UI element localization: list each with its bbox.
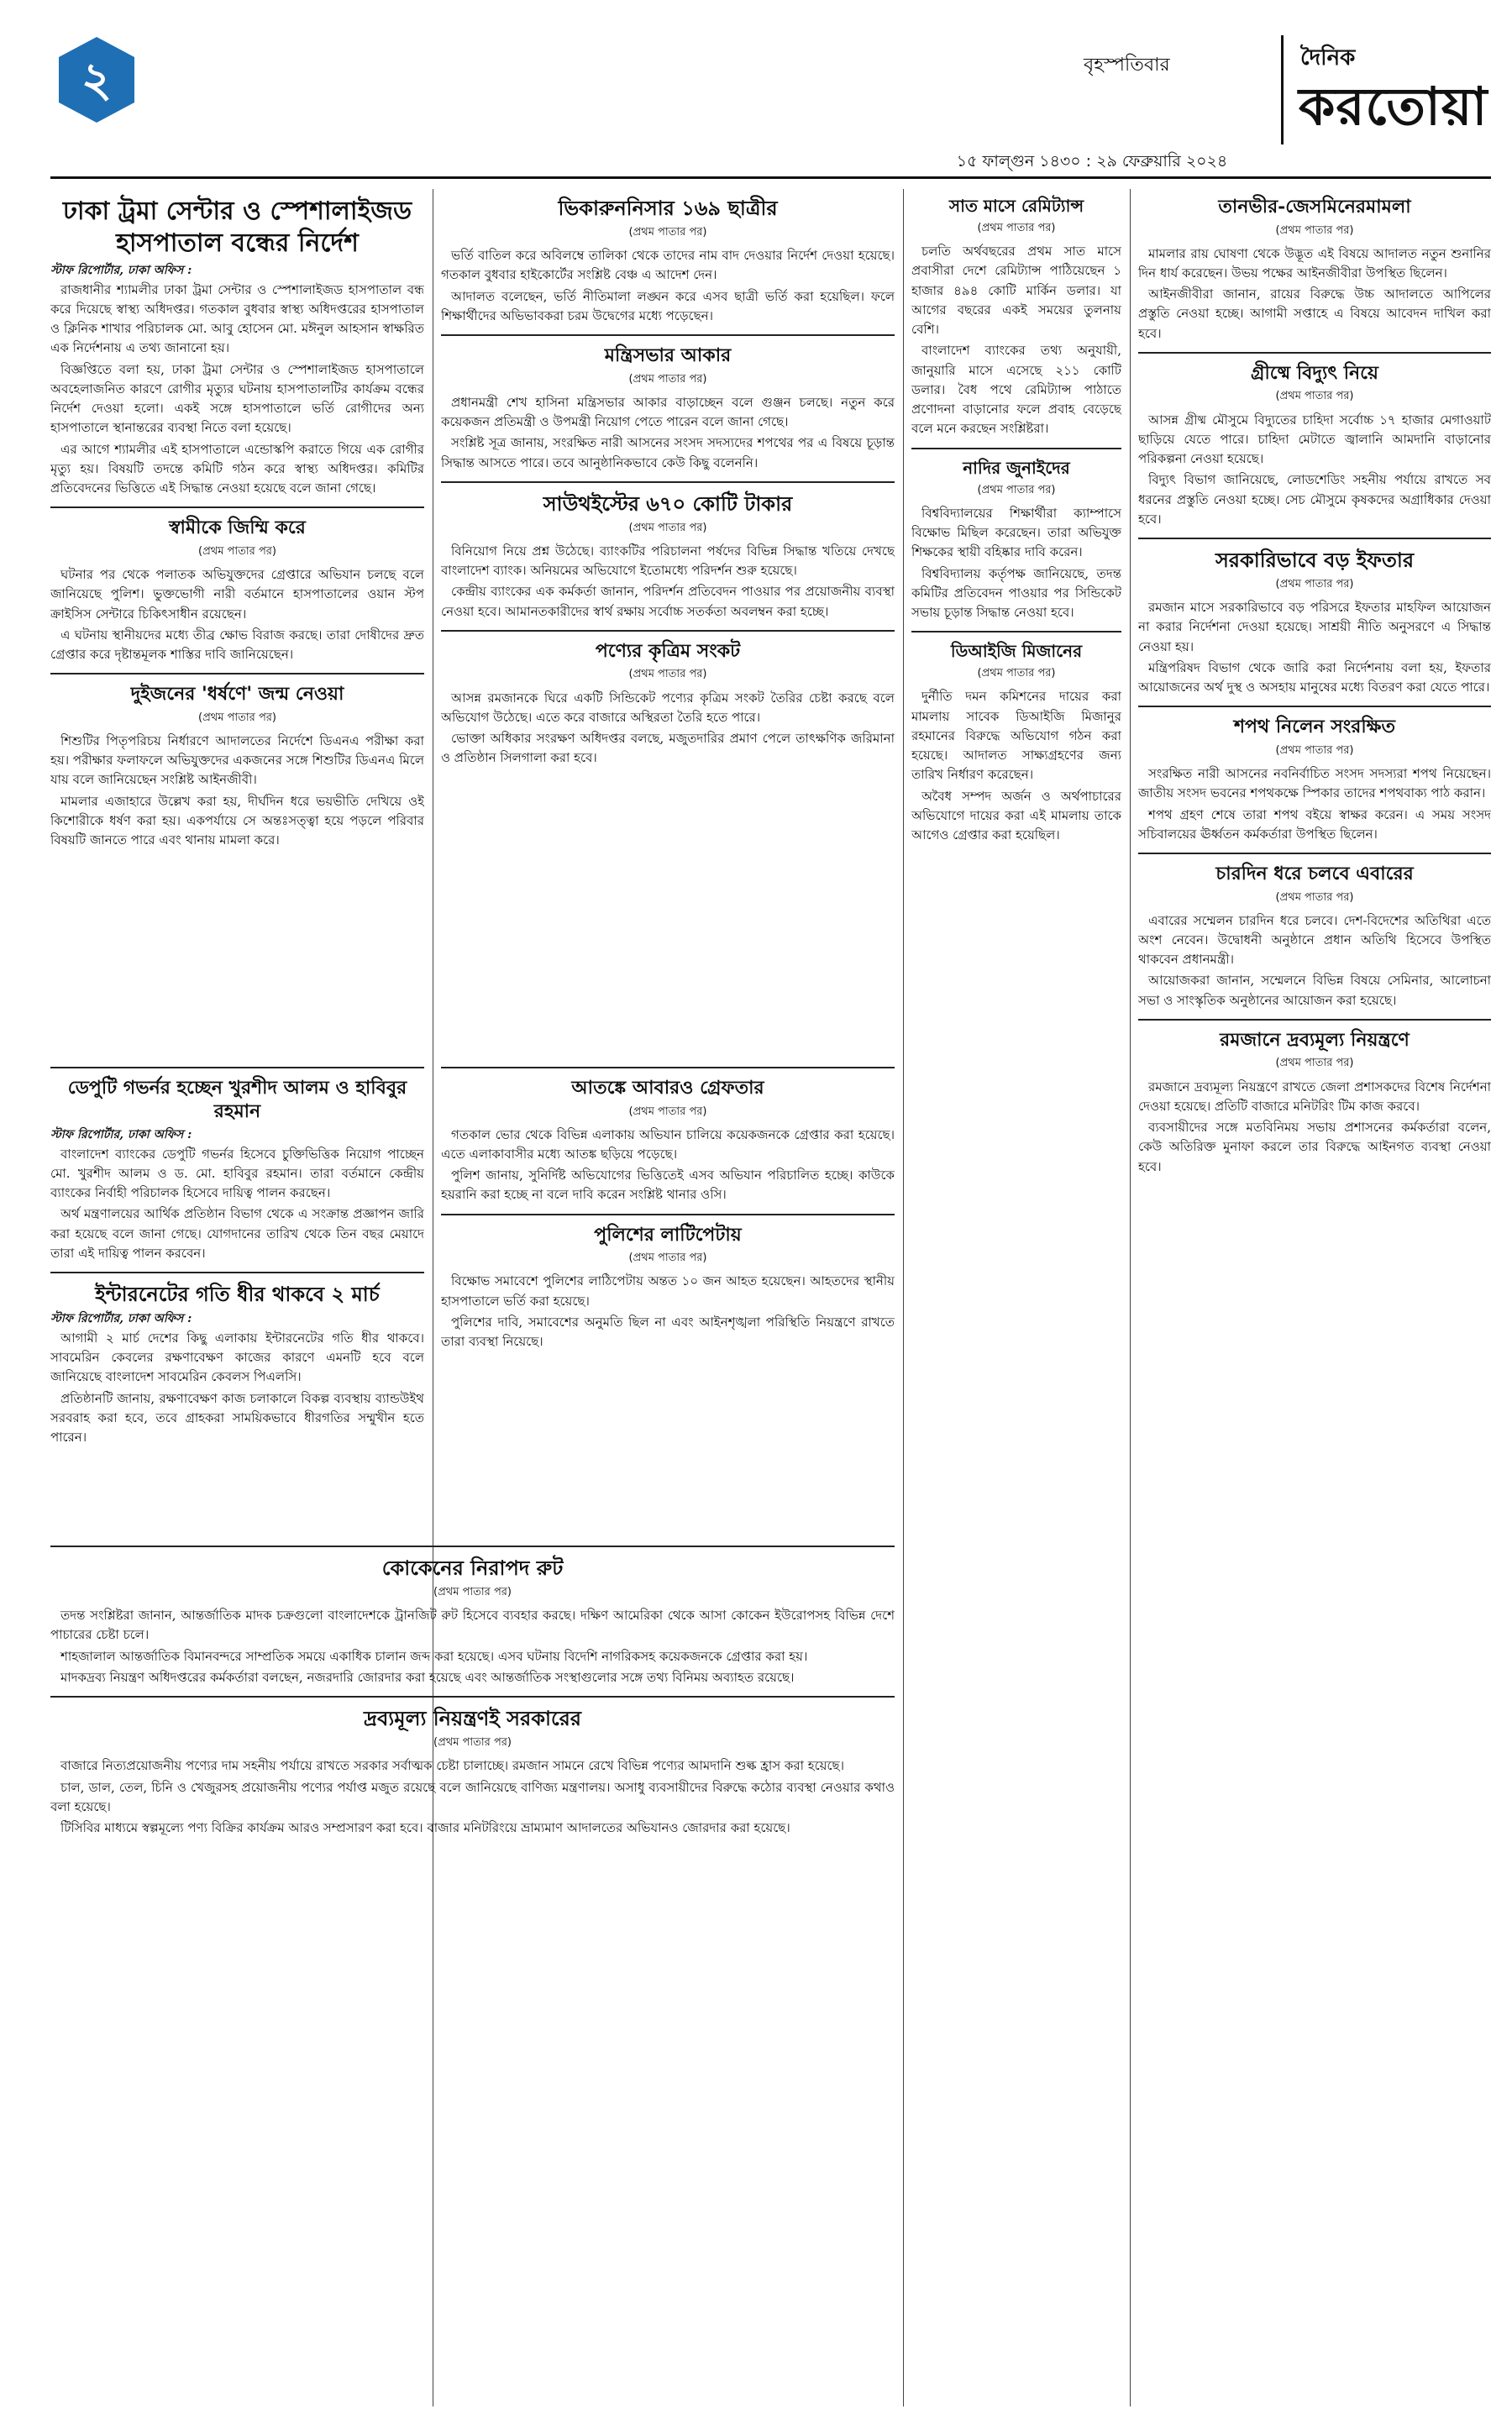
paragraph: পুলিশের দাবি, সমাবেশের অনুমতি ছিল না এবং আইনশৃঙ্খলা পরিস্থিতি নিয়ন্ত্রণে রাখতে তারা ব্যবস্থা নিয়েছে।: [441, 1314, 895, 1350]
headline-rape: দুইজনের 'ধর্ষণে' জন্ম নেওয়া: [130, 683, 344, 706]
paragraph: শাহজালাল আন্তর্জাতিক বিমানবন্দরে সাম্প্রতিক সময়ে একাধিক চালান জব্দ করা হয়েছে। এসব ঘটনায় বিদেশি নাগরিকসহ কয়েকজনকে গ্রেপ্তার করা হয়।: [60, 1648, 808, 1664]
paragraph: আগামী ২ মার্চ দেশের কিছু এলাকায় ইন্টারনেটের গতি ধীর থাকবে। সাবমেরিন কেবলের রক্ষণাবেক্ষণ কাজের কারণে এমনটি হবে বলে জানিয়েছে বাংলাদেশ সাবমেরিন কেবলস পিএলসি।: [50, 1330, 424, 1385]
continued-label: (প্রথম পাতার পর): [628, 1252, 707, 1265]
logo-big-text: করতোয়া: [1299, 76, 1488, 137]
paragraph: বাংলাদেশ ব্যাংকের তথ্য অনুযায়ী, জানুয়ারি মাসে এসেছে ২১১ কোটি ডলার। বৈধ পথে রেমিট্যান্স পাঠাতে প্রণোদনা বাড়ানোর ফলে প্রবাহ বেড়েছে বলে মনে করছেন সংশ্লিষ্টরা।: [911, 343, 1121, 437]
paragraph: রমজানে দ্রব্যমূল্য নিয়ন্ত্রণে রাখতে জেলা প্রশাসকদের বিশেষ নির্দেশনা দেওয়া হয়েছে। প্রতিটি বাজারে মনিটরিং টিম কাজ করবে।: [1138, 1079, 1491, 1114]
paragraph: আইনজীবীরা জানান, রায়ের বিরুদ্ধে উচ্চ আদালতে আপিলের প্রস্তুতি নেওয়া হচ্ছে। আগামী সপ্তাহে এ বিষয়ে আবেদন দাখিল করা হবে।: [1138, 286, 1491, 341]
headline-hostage: স্বামীকে জিম্মি করে: [169, 517, 306, 539]
continued-label: (প্রথম পাতার পর): [198, 711, 276, 724]
separator: [441, 1214, 895, 1215]
continued-label: (প্রথম পাতার পর): [1275, 223, 1354, 237]
continued-label: (প্রথম পাতার পর): [1275, 890, 1354, 904]
masthead-rule: [50, 176, 1491, 179]
continued-label: (প্রথম পাতার পর): [1275, 1057, 1354, 1070]
separator: [441, 334, 895, 336]
paragraph: অর্থ মন্ত্রণালয়ের আর্থিক প্রতিষ্ঠান বিভাগ থেকে এ সংক্রান্ত প্রজ্ঞাপন জারি করা হয়েছে বলে জানা গেছে। যোগদানের তারিখ থেকে তিন বছর মেয়াদে তারা এই দায়িত্ব পালন করবেন।: [50, 1206, 424, 1261]
column-3: [911, 189, 1121, 2406]
paragraph: বাংলাদেশ ব্যাংকের ডেপুটি গভর্নর হিসেবে চুক্তিভিত্তিক নিয়োগ পাচ্ছেন মো. খুরশীদ আলম ও ড. মো. হাবিবুর রহমান। তারা বর্তমানে কেন্দ্রীয় ব্যাংকের নির্বাহী পরিচালক হিসেবে দায়িত্ব পালন করছেন।: [50, 1146, 424, 1201]
separator: [50, 1546, 895, 1547]
paragraph: শপথ গ্রহণ শেষে তারা শপথ বইয়ে স্বাক্ষর করেন। এ সময় সংসদ সচিবালয়ের ঊর্ধ্বতন কর্মকর্তারা উপস্থিত ছিলেন।: [1138, 806, 1491, 842]
newspaper-logo: [1281, 35, 1494, 144]
separator: [1138, 352, 1491, 354]
paragraph: আসন্ন গ্রীষ্ম মৌসুমে বিদ্যুতের চাহিদা সর্বোচ্চ ১৭ হাজার মেগাওয়াট ছাড়িয়ে যেতে পারে। চাহিদা মেটাতে জ্বালানি আমদানি বাড়ানোর পরিকল্পনা নেওয়া হয়েছে।: [1138, 412, 1491, 467]
paragraph: বিজ্ঞপ্তিতে বলা হয়, ঢাকা ট্রমা সেন্টার ও স্পেশালাইজড হাসপাতালে অবহেলাজনিত কারণে রোগীর মৃত্যুর ঘটনায় হাসপাতালটির কার্যক্রম বন্ধের নির্দেশ দেওয়া হলো। একই সঙ্গে হাসপাতালে ভর্তি রোগীদের অন্য হাসপাতালে স্থানান্তরের ব্যবস্থা নিতে বলা হয়েছে।: [50, 361, 424, 436]
separator: [1138, 1019, 1491, 1021]
lower-left-block: [50, 1537, 895, 2411]
paragraph: সংশ্লিষ্ট সূত্র জানায়, সংরক্ষিত নারী আসনের সংসদ সদস্যদের শপথের পর এ বিষয়ে চূড়ান্ত সিদ্ধান্ত আসতে পারে। তবে আনুষ্ঠানিকভাবে কেউ কিছু বলেননি।: [441, 435, 895, 470]
continued-label: (প্রথম পাতার পর): [1275, 743, 1354, 757]
page-number-badge: [50, 34, 143, 126]
paragraph: টিসিবির মাধ্যমে স্বল্পমূল্যে পণ্য বিক্রির কার্যক্রম আরও সম্প্রসারণ করা হবে। বাজার মনিটরিংয়ে ভ্রাম্যমাণ আদালতের অভিযানও জোরদার করা হয়েছে।: [60, 1820, 790, 1836]
paragraph: মামলার রায় ঘোষণা থেকে উদ্ভূত এই বিষয়ে আদালত নতুন শুনানির দিন ধার্য করেছেন। উভয় পক্ষের আইনজীবীরা উপস্থিত ছিলেন।: [1138, 245, 1491, 281]
paragraph: কেন্দ্রীয় ব্যাংকের এক কর্মকর্তা জানান, পরিদর্শন প্রতিবেদন পাওয়ার পর প্রয়োজনীয় ব্যবস্থা নেওয়া হবে। আমানতকারীদের স্বার্থ রক্ষায় সর্বোচ্চ সতর্কতা অবলম্বন করা হচ্ছে।: [441, 584, 895, 619]
paragraph: ব্যবসায়ীদের সঙ্গে মতবিনিময় সভায় প্রশাসনের কর্মকর্তারা বলেন, কেউ অতিরিক্ত মুনাফা করলে তার বিরুদ্ধে আইনগত ব্যবস্থা নেওয়া হবে।: [1138, 1120, 1491, 1174]
page-number: ২: [81, 53, 113, 108]
headline-iftar: সরকারিভাবে বড় ইফতার: [1215, 548, 1415, 573]
headline-trauma: ঢাকা ট্রমা সেন্টার ও স্পেশালাইজড হাসপাতাল বন্ধের নির্দেশ: [62, 197, 412, 258]
column-2-top: [441, 189, 895, 1046]
separator: [441, 481, 895, 483]
separator: [1138, 706, 1491, 707]
paragraph: বিশ্ববিদ্যালয় কর্তৃপক্ষ জানিয়েছে, তদন্ত কমিটির প্রতিবেদন পাওয়ার পর সিন্ডিকেট সভায় চূড়ান্ত সিদ্ধান্ত নেওয়া হবে।: [911, 565, 1121, 621]
paragraph: এবারের সম্মেলন চারদিন ধরে চলবে। দেশ-বিদেশের অতিথিরা এতে অংশ নেবেন। উদ্বোধনী অনুষ্ঠানে প্রধান অতিথি হিসেবে উপস্থিত থাকবেন প্রধানমন্ত্রী।: [1138, 912, 1491, 968]
paragraph: গতকাল ভোর থেকে বিভিন্ন এলাকায় অভিযান চালিয়ে কয়েকজনকে গ্রেপ্তার করা হয়েছে। এতে এলাকাবাসীর মধ্যে আতঙ্ক ছড়িয়ে পড়েছে।: [441, 1126, 895, 1162]
paragraph: ভোক্তা অধিকার সংরক্ষণ অধিদপ্তর বলছে, মজুতদারির প্রমাণ পেলে তাৎক্ষণিক জরিমানা ও প্রতিষ্ঠান সিলগালা করা হবে।: [441, 731, 895, 766]
column-divider: [1130, 189, 1131, 2406]
headline-police: পুলিশের লাটিপেটায়: [594, 1223, 742, 1246]
paragraph: তদন্ত সংশ্লিষ্টরা জানান, আন্তর্জাতিক মাদক চক্রগুলো বাংলাদেশকে ট্রানজিট রুট হিসেবে ব্যবহার করছে। দক্ষিণ আমেরিকা থেকে আসা কোকেন ইউরোপসহ বিভিন্ন দেশে পাচারের চেষ্টা চলে।: [50, 1608, 895, 1643]
date-line: ১৫ ফাল্গুন ১৪৩০ : ২৯ ফেব্রুয়ারি ২০২৪: [956, 152, 1228, 171]
paragraph: রমজান মাসে সরকারিভাবে বড় পরিসরে ইফতার মাহফিল আয়োজন না করার নির্দেশনা দেওয়া হয়েছে। সাশ্রয়ী নীতি অনুসরণে এ সিদ্ধান্ত নেওয়া হয়।: [1138, 600, 1491, 654]
column-1-mid: [50, 1058, 424, 1529]
paragraph: এর আগে শ্যামলীর এই হাসপাতালে এন্ডোস্কপি করাতে গিয়ে এক রোগীর মৃত্যু হয়। বিষয়টি তদন্তে কমিটি গঠন করে স্বাস্থ্য অধিদপ্তর। কমিটির প্রতিবেদনের ভিত্তিতে এই সিদ্ধান্ত নেওয়া হয়েছে বলে জানা গেছে।: [50, 441, 424, 496]
paragraph: প্রতিষ্ঠানটি জানায়, রক্ষণাবেক্ষণ কাজ চলাকালে বিকল্প ব্যবস্থায় ব্যান্ডউইথ সরবরাহ করা হবে, তবে গ্রাহকরা সাময়িকভাবে ধীরগতির সম্মুখীন হতে পারেন।: [50, 1390, 424, 1446]
separator: [50, 506, 424, 508]
column-2-mid: [441, 1058, 895, 1529]
paragraph: শিশুটির পিতৃপরিচয় নির্ধারণে আদালতের নির্দেশে ডিএনএ পরীক্ষা করা হয়। পরীক্ষার ফলাফলে অভিযুক্তদের একজনের সঙ্গে শিশুটির ডিএনএ মিলে যায় বলে জানিয়েছেন সংশ্লিষ্ট আইনজীবী।: [50, 732, 424, 788]
headline-prices: দ্রব্যমূল্য নিয়ন্ত্রণই সরকারের: [364, 1706, 581, 1731]
continued-label: (প্রথম পাতার পর): [433, 1586, 512, 1598]
paragraph: চাল, ডাল, তেল, চিনি ও খেজুরসহ প্রয়োজনীয় পণ্যের পর্যাপ্ত মজুত রয়েছে বলে জানিয়েছে বাণিজ্য মন্ত্রণালয়। অসাধু ব্যবসায়ীদের বিরুদ্ধে কঠোর ব্যবস্থা নেওয়ার কথাও বলা হয়েছে।: [50, 1779, 895, 1814]
paragraph: আয়োজকরা জানান, সম্মেলনে বিভিন্ন বিষয়ে সেমিনার, আলোচনা সভা ও সাংস্কৃতিক অনুষ্ঠানের আয়োজন করা হয়েছে।: [1138, 973, 1491, 1008]
headline-southwest: সাউথইস্টের ৬৭০ কোটি টাকার: [543, 491, 793, 516]
headline-artificial: পণ্যের কৃত্রিম সংকট: [595, 639, 741, 662]
continued-label: (প্রথম পাতার পর): [433, 1736, 512, 1750]
paragraph: মাদকদ্রব্য নিয়ন্ত্রণ অধিদপ্তরের কর্মকর্তারা বলছেন, নজরদারি জোরদার করা হয়েছে এবং আন্তর্জাতিক সংস্থাগুলোর সঙ্গে তথ্য বিনিময় অব্যাহত রয়েছে।: [60, 1669, 795, 1685]
continued-label: (প্রথম পাতার পর): [977, 222, 1056, 234]
headline-dig: ডিআইজি মিজানের: [950, 641, 1083, 662]
separator: [50, 1696, 895, 1698]
headline-internet: ইন্টারনেটের গতি ধীর থাকবে ২ মার্চ: [95, 1282, 380, 1307]
separator: [911, 448, 1121, 449]
headline-cocaine: কোকেনের নিরাপদ রুট: [381, 1556, 564, 1580]
paragraph: আসন্ন রমজানকে ঘিরে একটি সিন্ডিকেট পণ্যের কৃত্রিম সংকট তৈরির চেষ্টা করছে বলে অভিযোগ উঠেছে। এতে করে বাজারে অস্থিরতা তৈরি হতে পারে।: [441, 690, 895, 725]
separator: [50, 1067, 424, 1068]
continued-label: (প্রথম পাতার পর): [628, 521, 707, 534]
paragraph: অবৈধ সম্পদ অর্জন ও অর্থপাচারের অভিযোগে দায়ের করা এই মামলায় তাকে আগেও গ্রেপ্তার করা হয়েছিল।: [911, 788, 1121, 843]
continued-label: (প্রথম পাতার পর): [1275, 390, 1354, 403]
paragraph: বিশ্ববিদ্যালয়ের শিক্ষার্থীরা ক্যাম্পাসে বিক্ষোভ মিছিল করেছেন। তারা অভিযুক্ত শিক্ষকের স্থায়ী বহিষ্কার দাবি করেন।: [911, 505, 1121, 560]
paragraph: বাজারে নিত্যপ্রয়োজনীয় পণ্যের দাম সহনীয় পর্যায়ে রাখতে সরকার সর্বাত্মক চেষ্টা চালাচ্ছে। রমজান সামনে রেখে বিভিন্ন পণ্যের আমদানি শুল্ক হ্রাস করা হয়েছে।: [60, 1758, 844, 1774]
headline-summer: গ্রীষ্মে বিদ্যুৎ নিয়ে: [1251, 361, 1378, 384]
paragraph: পুলিশ জানায়, সুনির্দিষ্ট অভিযোগের ভিত্তিতেই এসব অভিযান পরিচালিত হচ্ছে। কাউকে হয়রানি করা হচ্ছে না বলে দাবি করেন সংশ্লিষ্ট থানার ওসি।: [441, 1168, 895, 1203]
paragraph: বিদ্যুৎ বিভাগ জানিয়েছে, লোডশেডিং সহনীয় পর্যায়ে রাখতে সব ধরনের প্রস্তুতি নেওয়া হচ্ছে। সেচ মৌসুমে কৃষকদের অগ্রাধিকার দেওয়া হবে।: [1138, 472, 1491, 527]
separator: [50, 1272, 424, 1273]
headline-ramadan: রমজানে দ্রব্যমূল্য নিয়ন্ত্রণে: [1220, 1028, 1410, 1051]
separator: [911, 631, 1121, 632]
continued-label: (প্রথম পাতার পর): [628, 226, 707, 239]
paragraph: চলতি অর্থবছরের প্রথম সাত মাসে প্রবাসীরা দেশে রেমিট্যান্স পাঠিয়েছেন ১ হাজার ৪৯৪ কোটি মার্কিন ডলার। যা আগের বছরের একই সময়ের তুলনায় বেশি।: [911, 244, 1121, 338]
headline-panic: আতঙ্কে আবারও গ্রেফতার: [571, 1077, 764, 1099]
paragraph: বিক্ষোভ সমাবেশে পুলিশের লাঠিপেটায় অন্তত ১০ জন আহত হয়েছেন। আহতদের স্থানীয় হাসপাতালে ভর্তি করা হয়েছে।: [441, 1273, 895, 1309]
column-1-top: [50, 189, 424, 1046]
headline-fourdays: চারদিন ধরে চলবে এবারের: [1215, 863, 1414, 885]
byline-internet: স্টাফ রিপোর্টার, ঢাকা অফিস :: [50, 1312, 192, 1326]
continued-label: (প্রথম পাতার পর): [977, 483, 1056, 496]
paragraph: বিনিয়োগ নিয়ে প্রশ্ন উঠেছে। ব্যাংকটির পরিচালনা পর্ষদের বিভিন্ন সিদ্ধান্ত খতিয়ে দেখছে বাংলাদেশ ব্যাংক। অনিয়মের অভিযোগে ইতোমধ্যে পরিদর্শন শুরু হয়েছে।: [441, 543, 895, 579]
continued-label: (প্রথম পাতার পর): [628, 668, 707, 681]
separator: [441, 630, 895, 632]
separator: [441, 1067, 895, 1068]
continued-label: (প্রথম পাতার পর): [1275, 578, 1354, 591]
separator: [50, 673, 424, 674]
separator: [1138, 538, 1491, 539]
headline-remittance: সাত মাসে রেমিট্যান্স: [948, 196, 1084, 216]
headline-oath: শপথ নিলেন সংরক্ষিত: [1233, 716, 1396, 738]
paragraph: প্রধানমন্ত্রী শেখ হাসিনা মন্ত্রিসভার আকার বাড়াচ্ছেন বলে গুঞ্জন চলছে। নতুন করে কয়েকজন প্রতিমন্ত্রী ও উপমন্ত্রী নিয়োগ পেতে পারেন বলে জানা গেছে।: [441, 394, 895, 430]
column-4: [1138, 189, 1491, 2406]
paragraph: মন্ত্রিপরিষদ বিভাগ থেকে জারি করা নির্দেশনায় বলা হয়, ইফতার আয়োজনের অর্থ দুস্থ ও অসহায় মানুষের মধ্যে বিতরণ করা যেতে পারে।: [1138, 659, 1491, 695]
paragraph: ভর্তি বাতিল করে অবিলম্বে তালিকা থেকে তাদের নাম বাদ দেওয়ার নির্দেশ দেওয়া হয়েছে। গতকাল বুধবার হাইকোর্টের সংশ্লিষ্ট বেঞ্চ এ আদেশ দেন।: [441, 248, 895, 283]
page-number-shape: [50, 34, 143, 126]
continued-label: (প্রথম পাতার পর): [198, 544, 276, 558]
paragraph: মামলার এজাহারে উল্লেখ করা হয়, দীর্ঘদিন ধরে ভয়ভীতি দেখিয়ে ওই কিশোরীকে ধর্ষণ করা হয়। একপর্যায়ে সে অন্তঃসত্ত্বা হয়ে পড়লে পরিবার বিষয়টি জানতে পারে এবং থানায় মামলা করে।: [50, 793, 424, 848]
continued-label: (প্রথম পাতার পর): [628, 372, 707, 386]
byline-trauma: স্টাফ রিপোর্টার, ঢাকা অফিস :: [50, 264, 192, 277]
paragraph: দুর্নীতি দমন কমিশনের দায়ের করা মামলায় সাবেক ডিআইজি মিজানুর রহমানের বিরুদ্ধে অভিযোগ গঠন করা হয়েছে। আদালত সাক্ষ্যগ্রহণের জন্য তারিখ নির্ধারণ করেছেন।: [911, 689, 1121, 783]
headline-nadir: নাদির জুনাইদের: [963, 457, 1070, 478]
continued-label: (প্রথম পাতার পর): [977, 667, 1056, 680]
headline-dengue: ডেপুটি গভর্নর হচ্ছেন খুরশীদ আলম ও হাবিবুর রহমান: [67, 1077, 407, 1122]
separator: [1138, 853, 1491, 854]
paragraph: সংরক্ষিত নারী আসনের নবনির্বাচিত সংসদ সদস্যরা শপথ নিয়েছেন। জাতীয় সংসদ ভবনের শপথকক্ষে স্পিকার তাদের শপথবাক্য পাঠ করান।: [1138, 766, 1491, 801]
paragraph: আদালত বলেছেন, ভর্তি নীতিমালা লঙ্ঘন করে এসব ছাত্রী ভর্তি করা হয়েছিল। ফলে শিক্ষার্থীদের অভিভাবকরা চরম উদ্বেগের মধ্যে পড়েছেন।: [441, 288, 895, 323]
headline-tanvir: তানভীর-জেসমিনেরমামলা: [1218, 196, 1411, 218]
paragraph: এ ঘটনায় স্থানীয়দের মধ্যে তীব্র ক্ষোভ বিরাজ করছে। তারা দোষীদের দ্রুত গ্রেপ্তার করে দৃষ্টান্তমূলক শাস্তির দাবি জানিয়েছেন।: [50, 627, 424, 663]
logo-small-text: দৈনিক: [1300, 45, 1356, 71]
paragraph: ঘটনার পর থেকে পলাতক অভিযুক্তদের গ্রেপ্তারে অভিযান চলছে বলে জানিয়েছে পুলিশ। ভুক্তভোগী নারী বর্তমানে হাসপাতালের ওয়ান স্টপ ক্রাইসিস সেন্টারে চিকিৎসাধীন রয়েছেন।: [50, 567, 424, 622]
headline-vikarunnisa: ভিকারুননিসার ১৬৯ ছাত্রীর: [558, 196, 778, 220]
column-divider: [903, 189, 904, 2406]
masthead: [0, 0, 1512, 185]
headline-cabinet: মন্ত্রিসভার আকার: [604, 344, 732, 367]
weekday: বৃহস্পতিবার: [1084, 55, 1170, 76]
paragraph: রাজধানীর শ্যামলীর ঢাকা ট্রমা সেন্টার ও স্পেশালাইজড হাসপাতাল বন্ধ করে দিয়েছে স্বাস্থ্য অধিদপ্তর। গতকাল বুধবার স্বাস্থ্য অধিদপ্তরের হাসপাতাল ও ক্লিনিক শাখার পরিচালক মো. আবু হোসেন মো. মঈনুল আহসান স্বাক্ষরিত এক নির্দেশনায় এ তথ্য জানানো হয়।: [50, 281, 424, 356]
continued-label: (প্রথম পাতার পর): [628, 1105, 707, 1118]
byline-dengue: স্টাফ রিপোর্টার, ঢাকা অফিস :: [50, 1128, 192, 1142]
